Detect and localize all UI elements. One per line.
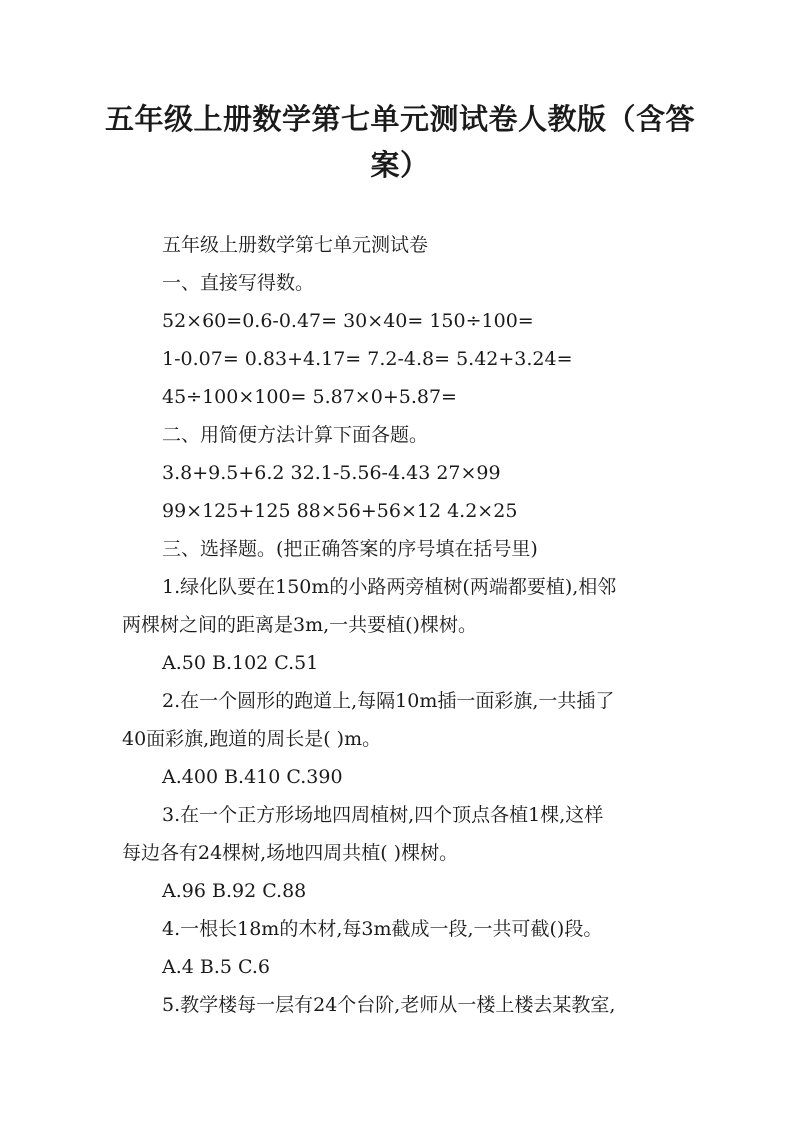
document-line: 2.在一个圆形的跑道上,每隔10m插一面彩旗,一共插了 <box>162 690 615 712</box>
document-line: 5.教学楼每一层有24个台阶,老师从一楼上楼去某教室, <box>162 994 616 1016</box>
document-title: 五年级上册数学第七单元测试卷人教版（含答案） <box>104 102 695 182</box>
document-line: 45÷100×100= 5.87×0+5.87= <box>162 386 457 408</box>
document-body <box>0 226 800 1024</box>
document-line: 两棵树之间的距离是3m,一共要植()棵树。 <box>122 614 477 636</box>
document-line: 1-0.07= 0.83+4.17= 7.2-4.8= 5.42+3.24= <box>162 348 573 370</box>
document-line: A.50 B.102 C.51 <box>162 652 319 674</box>
document-line: A.400 B.410 C.390 <box>162 766 343 788</box>
document-line: 每边各有24棵树,场地四周共植( )棵树。 <box>122 842 459 864</box>
document-line: 52×60=0.6-0.47= 30×40= 150÷100= <box>162 310 534 332</box>
document-line: 3.8+9.5+6.2 32.1-5.56-4.43 27×99 <box>162 462 501 484</box>
document-line: 99×125+125 88×56+56×12 4.2×25 <box>162 500 518 522</box>
document-line: 40面彩旗,跑道的周长是( )m。 <box>122 728 382 750</box>
document-line: 五年级上册数学第七单元测试卷 <box>162 234 429 256</box>
document-line: 二、用简便方法计算下面各题。 <box>162 424 429 446</box>
document-line: 1.绿化队要在150m的小路两旁植树(两端都要植),相邻 <box>162 576 617 598</box>
document-line: 3.在一个正方形场地四周植树,四个顶点各植1棵,这样 <box>162 804 604 826</box>
document-line: 4.一根长18m的木材,每3m截成一段,一共可截()段。 <box>162 918 603 940</box>
document-line: 三、选择题。(把正确答案的序号填在括号里) <box>162 538 538 560</box>
document-line: 一、直接写得数。 <box>162 272 315 294</box>
document-line: A.4 B.5 C.6 <box>162 956 271 978</box>
document-line: A.96 B.92 C.88 <box>162 880 307 902</box>
